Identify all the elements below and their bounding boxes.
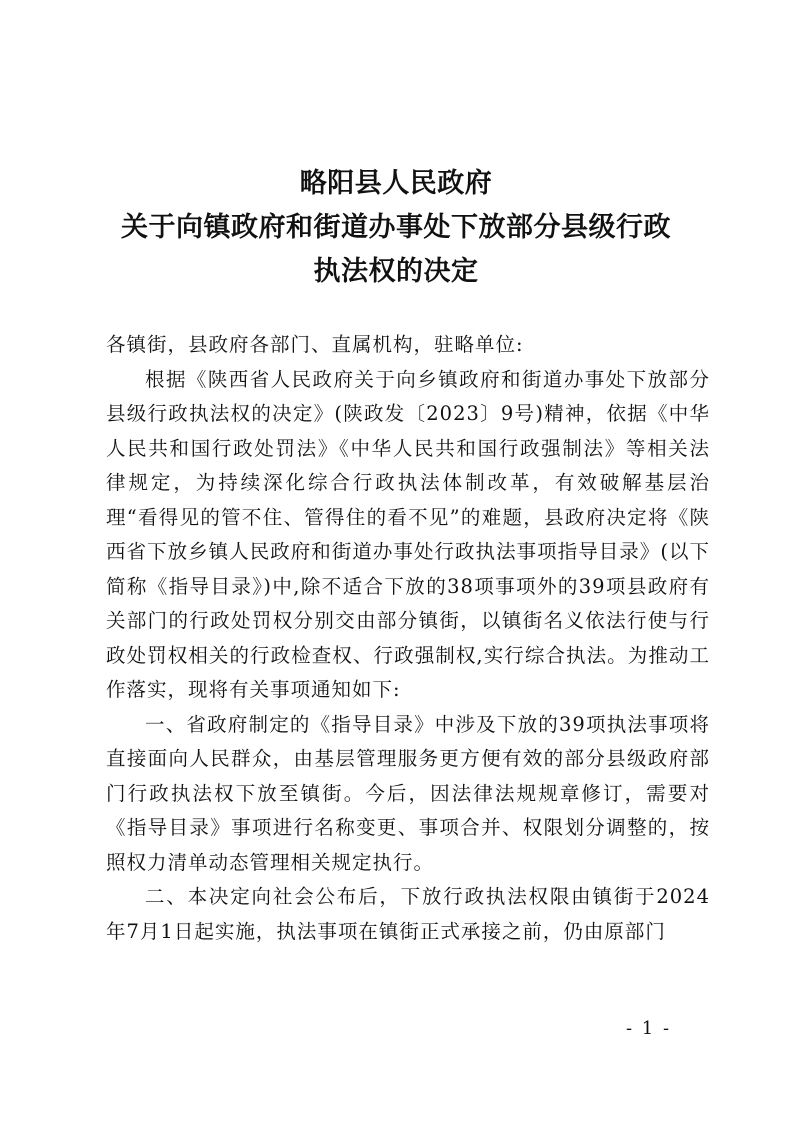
document-title-line-1: 略阳县人民政府 — [299, 168, 493, 199]
document-title-line-2: 关于向镇政府和街道办事处下放部分县级行政 — [121, 212, 671, 243]
document-body — [106, 328, 710, 949]
paragraph-2: 一、省政府制定的《指导目录》中涉及下放的39项执法事项将直接面向人民群众，由基层管理服务更方便有效的部分县级政府部门行政执法权下放至镇街。今后，因法律法规规章修订，需要对《指导目录》事项进行名称变更、事项合并、权限划分调整的，按照权力清单动态管理相关规定执行。 — [106, 712, 710, 874]
paragraph-3: 二、本决定向社会公布后，下放行政执法权限由镇街于2024年7月1日起实施，执法事项在镇街正式承接之前，仍由原部门 — [106, 885, 710, 943]
paragraph-1: 根据《陕西省人民政府关于向乡镇政府和街道办事处下放部分县级行政执法权的决定》(陕政发〔2023〕9号)精神，依据《中华人民共和国行政处罚法》《中华人民共和国行政强制法》等相关法律规定，为持续深化综合行政执法体制改革，有效破解基层治理“看得见的管不住、管得住的看不见”的难题，县政府决定将《陕西省下放乡镇人民政府和街道办事处行政执法事项指导目录》(以下简称《指导目录》)中,除不适合下放的38项事项外的39项县政府有关部门的行政处罚权分别交由部分镇街，以镇街名义依法行使与行政处罚权相关的行政检查权、行政强制权,实行综合执法。为推动工作落实，现将有关事项通知如下: — [106, 367, 710, 701]
document-title-line-3: 执法权的决定 — [313, 256, 479, 287]
page-number: - 1 - — [626, 1018, 672, 1039]
salutation: 各镇街，县政府各部门、直属机构，驻略单位: — [106, 333, 524, 356]
